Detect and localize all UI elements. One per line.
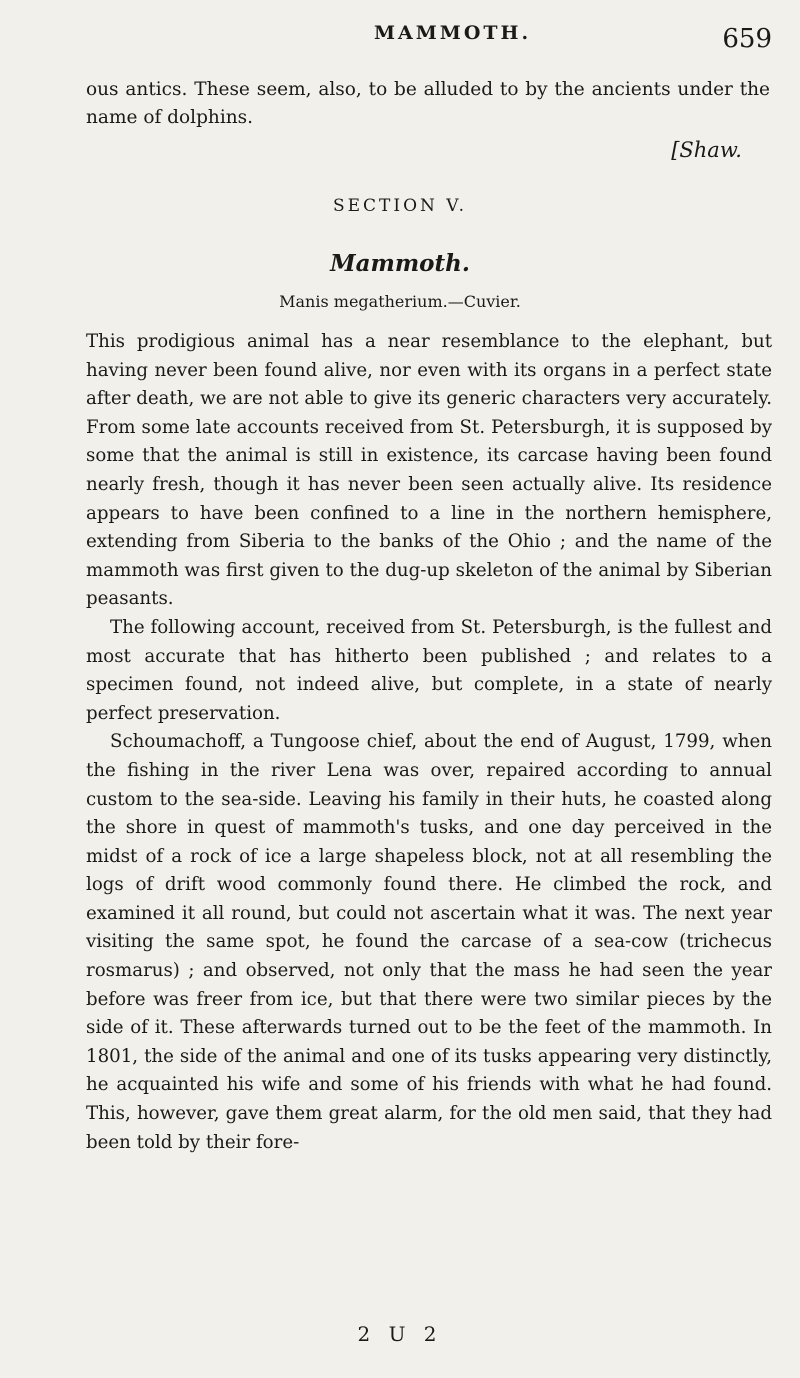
- page-number: 659: [722, 24, 772, 54]
- continued-paragraph: ous antics. These seem, also, to be alluded to by the ancients under the name of dolphins.: [86, 79, 770, 128]
- attribution: [Shaw.: [671, 138, 742, 162]
- signature-mark: 2 U 2: [357, 1322, 443, 1346]
- section-title: Mammoth.: [330, 250, 470, 277]
- body-text: [86, 328, 772, 1157]
- paragraph: Schoumachoff, a Tungoose chief, about the end of August, 1799, when the fishing in the river Lena was over, repaired according to annual custom to the sea-side. Leaving his family in their huts, he coasted along the shore in quest of mammoth's tusks, and one day perceived in the midst of a rock of ice a large shapeless block, not at all resembling the logs of drift wood commonly found there. He climbed the rock, and examined it all round, but could not ascertain what it was. The next year visiting the same spot, he found the carcase of a sea-cow (trichecus rosmarus) ; and observed, not only that the mass he had seen the year before was freer from ice, but that there were two similar pieces by the side of it. These afterwards turned out to be the feet of the mammoth. In 1801, the side of the animal and one of its tusks appearing very distinctly, he acquainted his wife and some of his friends with what he had found. This, however, gave them great alarm, for the old men said, that they had been told by their fore-: [86, 731, 772, 1153]
- section-heading: SECTION V.: [332, 196, 468, 216]
- running-head: MAMMOTH.: [374, 22, 532, 44]
- scientific-name: Manis megatherium.—Cuvier.: [279, 292, 521, 311]
- page-header: [82, 20, 772, 60]
- paragraph: The following account, received from St. Petersburgh, is the fullest and most accurate that has hitherto been published ; and relates to a specimen found, not indeed alive, but complete, in a state of nearly perfect preservation.: [86, 616, 772, 724]
- paragraph: This prodigious animal has a near resemblance to the elephant, but having never been found alive, nor even with its organs in a perfect state after death, we are not able to give its generic characters very accurately. From some late accounts received from St. Petersburgh, it is supposed by some that the animal is still in existence, its carcase having been found nearly fresh, though it has never been seen actually alive. Its residence appears to have been confined to a line in the northern hemisphere, extending from Siberia to the banks of the Ohio ; and the name of the mammoth was first given to the dug-up skeleton of the animal by Siberian peasants.: [86, 331, 772, 610]
